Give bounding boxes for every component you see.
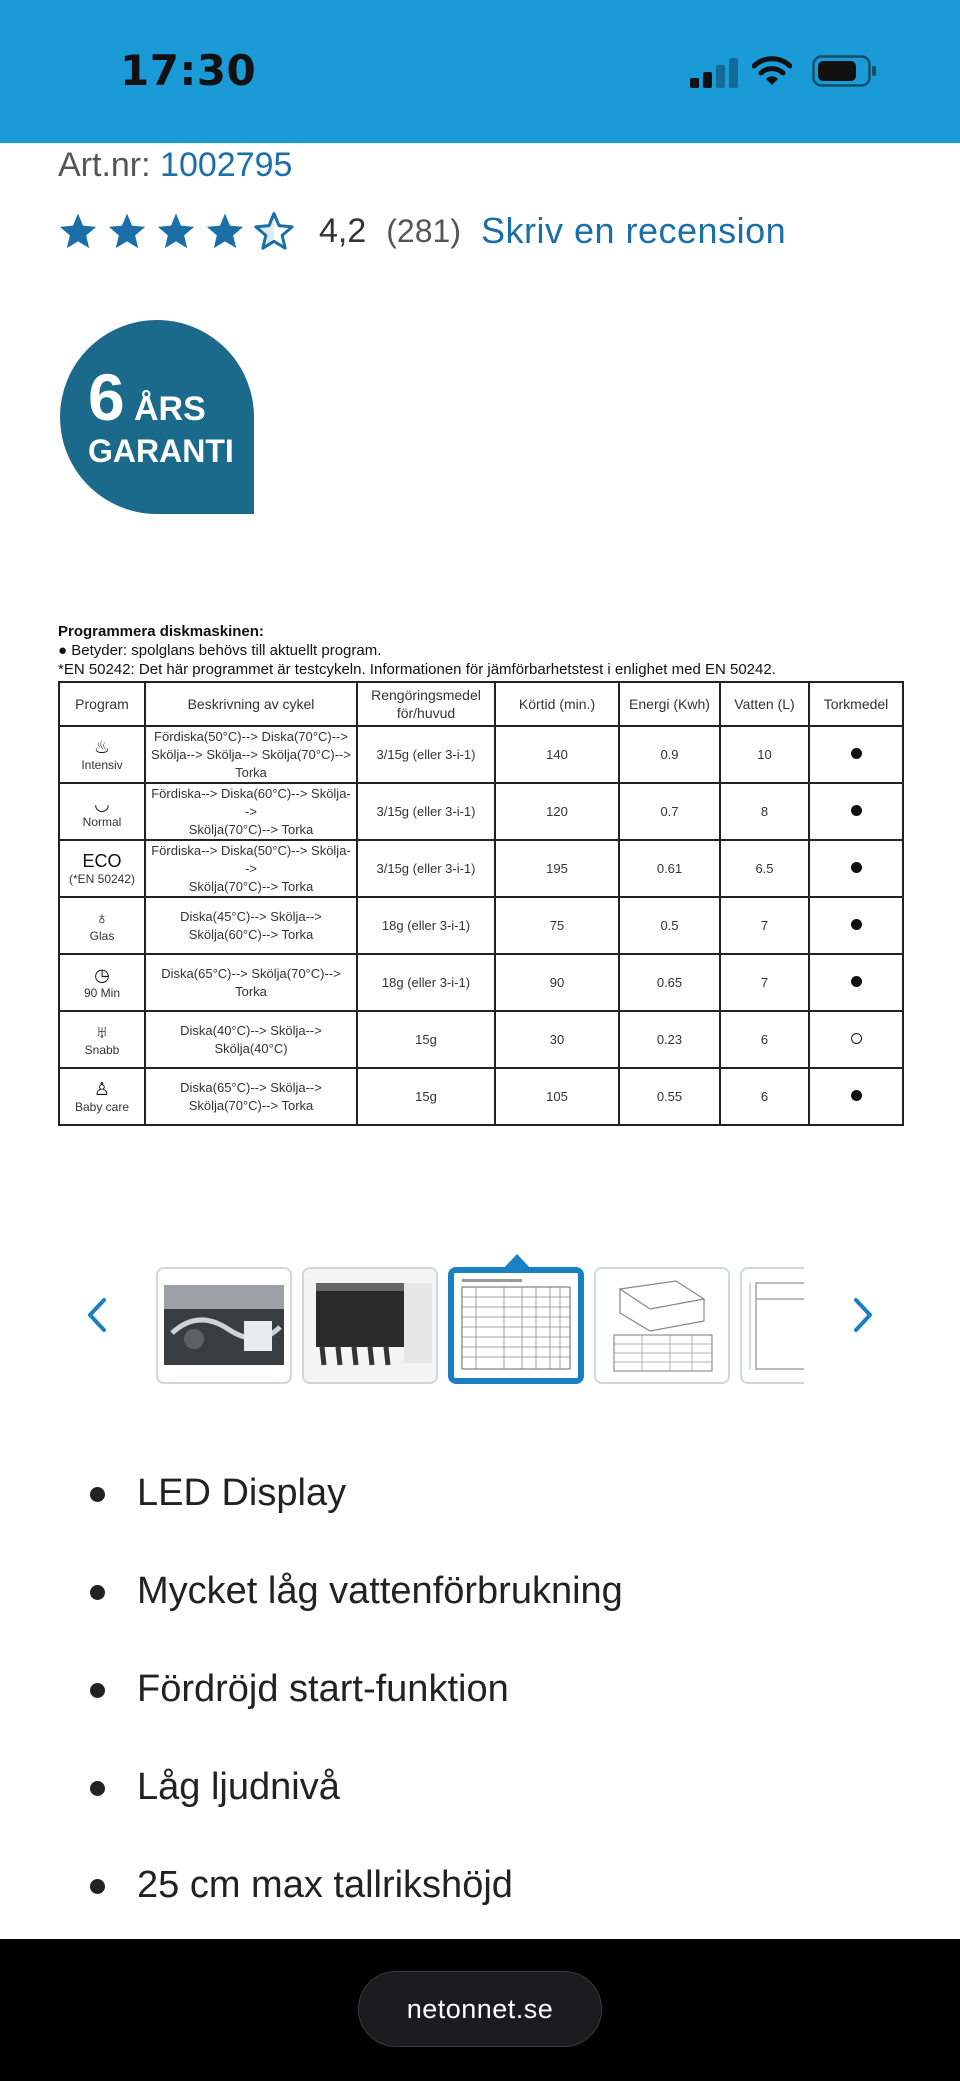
gallery-prev-arrow-icon[interactable] <box>78 1290 118 1340</box>
program-energy: 0.5 <box>619 897 720 954</box>
rinse-aid-dot-icon <box>851 919 862 930</box>
program-time: 30 <box>495 1011 619 1068</box>
program-table-note-en50242: *EN 50242: Det här programmet är testcykeln. Informationen för jämförbarhetstest i enlighet med EN 50242. <box>58 661 776 678</box>
program-time: 105 <box>495 1068 619 1125</box>
program-row <box>59 1068 903 1125</box>
program-table <box>58 681 904 1126</box>
rating-row <box>58 206 786 256</box>
thumbnail-dishwasher-open[interactable] <box>302 1267 438 1384</box>
address-bar[interactable]: netonnet.se <box>358 1971 602 2047</box>
program-cell <box>59 954 145 1011</box>
thumbnail-dimension-drawing[interactable] <box>740 1267 804 1384</box>
program-cell <box>59 1011 145 1068</box>
gallery-next-arrow-icon[interactable] <box>842 1290 882 1340</box>
program-description: Diska(65°C)--> Skölja(70°C)--> Torka <box>145 954 357 1011</box>
program-description: Fördiska(50°C)--> Diska(70°C)--> Skölja--> Skölja--> Skölja(70°C)--> Torka <box>145 726 357 783</box>
wifi-icon <box>752 54 792 88</box>
rating-value: 4,2 <box>319 211 367 250</box>
program-energy: 0.7 <box>619 783 720 840</box>
program-name: Normal <box>82 815 122 829</box>
program-water: 6 <box>720 1068 809 1125</box>
warranty-unit: ÅRS <box>134 390 206 428</box>
program-table-header <box>59 682 903 726</box>
header-program: Program <box>59 682 145 726</box>
rinse-aid-dot-icon <box>851 1033 862 1044</box>
program-description: Diska(45°C)--> Skölja--> Skölja(60°C)--> Torka <box>145 897 357 954</box>
program-rinse-aid <box>809 1011 903 1068</box>
warranty-years: 6 <box>88 360 125 434</box>
clock-90-icon: ◷ <box>94 965 110 985</box>
program-energy: 0.61 <box>619 840 720 897</box>
article-number-value: 1002795 <box>160 146 293 184</box>
star-filled-icon <box>205 211 245 251</box>
program-name: Intensiv <box>81 758 123 772</box>
star-half-icon <box>254 211 294 251</box>
program-table-title: Programmera diskmaskinen: <box>58 623 264 640</box>
program-table-image[interactable] <box>58 622 902 1126</box>
program-name: Snabb <box>84 1043 120 1057</box>
rinse-aid-dot-icon <box>851 862 862 873</box>
header-detergent: Rengöringsmedel för/huvud <box>357 682 495 726</box>
thumbnail-program-table[interactable] <box>448 1267 584 1384</box>
program-detergent: 15g <box>357 1011 495 1068</box>
program-energy: 0.55 <box>619 1068 720 1125</box>
header-rinse-aid: Torkmedel <box>809 682 903 726</box>
thumbnail-strip <box>156 1267 804 1385</box>
program-cell <box>59 726 145 783</box>
rinse-aid-dot-icon <box>851 748 862 759</box>
program-row <box>59 726 903 783</box>
program-row <box>59 840 903 897</box>
rinse-aid-dot-icon <box>851 976 862 987</box>
bowl-icon: ◡ <box>94 794 110 814</box>
rack-diagram-thumbnail-icon <box>596 1269 728 1382</box>
cellular-signal-icon <box>690 58 738 88</box>
program-name: 90 Min <box>83 986 121 1000</box>
program-rinse-aid <box>809 840 903 897</box>
pot-icon: ♨ <box>93 737 111 757</box>
program-rinse-aid <box>809 783 903 840</box>
program-water: 7 <box>720 954 809 1011</box>
program-energy: 0.23 <box>619 1011 720 1068</box>
feature-item: 25 cm max tallrikshöjd <box>0 1862 960 1960</box>
program-cell <box>59 1068 145 1125</box>
program-detergent: 18g (eller 3-i-1) <box>357 954 495 1011</box>
program-name: (*EN 50242) <box>68 872 136 886</box>
program-table-note-rinse: ● Betyder: spolglans behövs till aktuellt program. <box>58 642 382 659</box>
status-time: 17:30 <box>120 46 257 95</box>
battery-icon <box>812 55 878 87</box>
warranty-label: GARANTI <box>88 433 234 469</box>
program-energy: 0.9 <box>619 726 720 783</box>
program-rinse-aid <box>809 1068 903 1125</box>
feature-item: LED Display <box>0 1470 960 1568</box>
program-cell <box>59 783 145 840</box>
baby-bottle-icon: ♙ <box>93 1079 111 1099</box>
status-bar <box>0 0 960 143</box>
write-review-link[interactable]: Skriv en recension <box>480 210 787 251</box>
header-description: Beskrivning av cykel <box>145 682 357 726</box>
program-detergent: 15g <box>357 1068 495 1125</box>
program-rinse-aid <box>809 726 903 783</box>
program-description: Fördiska--> Diska(50°C)--> Skölja--> Skölja(70°C)--> Torka <box>145 840 357 897</box>
program-description: Diska(65°C)--> Skölja--> Skölja(70°C)--> Torka <box>145 1068 357 1125</box>
thumbnail-dishwasher-interior[interactable] <box>156 1267 292 1384</box>
rinse-aid-dot-icon <box>851 1090 862 1101</box>
program-water: 6 <box>720 1011 809 1068</box>
program-name: Glas <box>89 929 115 943</box>
program-table-thumbnail-icon <box>454 1273 578 1378</box>
star-filled-icon <box>58 211 98 251</box>
browser-bottom-bar <box>0 1939 960 2081</box>
rating-count[interactable]: (281) <box>386 212 461 249</box>
quick-wash-icon: ♅ <box>95 1022 109 1042</box>
program-detergent: 18g (eller 3-i-1) <box>357 897 495 954</box>
article-number-label: Art.nr: <box>58 146 151 184</box>
eco-icon: ECO <box>82 851 122 871</box>
program-detergent: 3/15g (eller 3-i-1) <box>357 726 495 783</box>
program-water: 8 <box>720 783 809 840</box>
article-number <box>58 146 292 185</box>
dimension-drawing-thumbnail-icon <box>742 1269 804 1382</box>
program-time: 195 <box>495 840 619 897</box>
program-water: 6.5 <box>720 840 809 897</box>
rinse-aid-dot-icon <box>851 805 862 816</box>
program-row <box>59 1011 903 1068</box>
program-row <box>59 954 903 1011</box>
program-time: 75 <box>495 897 619 954</box>
program-detergent: 3/15g (eller 3-i-1) <box>357 840 495 897</box>
feature-item: Låg ljudnivå <box>0 1764 960 1862</box>
program-rinse-aid <box>809 897 903 954</box>
program-row <box>59 783 903 840</box>
feature-item: Fördröjd start-funktion <box>0 1666 960 1764</box>
thumbnail-rack-diagram[interactable] <box>594 1267 730 1384</box>
image-gallery <box>0 1250 960 1390</box>
header-time: Körtid (min.) <box>495 682 619 726</box>
program-energy: 0.65 <box>619 954 720 1011</box>
dishwasher-interior-photo-icon <box>158 1269 290 1382</box>
glass-icon: ♁ <box>95 908 109 928</box>
header-water: Vatten (L) <box>720 682 809 726</box>
program-water: 7 <box>720 897 809 954</box>
feature-item: Mycket låg vattenförbrukning <box>0 1568 960 1666</box>
program-time: 140 <box>495 726 619 783</box>
feature-list <box>0 1470 960 1960</box>
program-cell <box>59 840 145 897</box>
program-row <box>59 897 903 954</box>
program-rinse-aid <box>809 954 903 1011</box>
dishwasher-open-photo-icon <box>304 1269 436 1382</box>
program-water: 10 <box>720 726 809 783</box>
star-filled-icon <box>156 211 196 251</box>
program-time: 90 <box>495 954 619 1011</box>
star-filled-icon <box>107 211 147 251</box>
header-energy: Energi (Kwh) <box>619 682 720 726</box>
program-cell <box>59 897 145 954</box>
warranty-badge <box>58 320 254 514</box>
program-description: Diska(40°C)--> Skölja--> Skölja(40°C) <box>145 1011 357 1068</box>
program-detergent: 3/15g (eller 3-i-1) <box>357 783 495 840</box>
program-name: Baby care <box>74 1100 130 1114</box>
program-time: 120 <box>495 783 619 840</box>
program-description: Fördiska--> Diska(60°C)--> Skölja--> Skölja(70°C)--> Torka <box>145 783 357 840</box>
